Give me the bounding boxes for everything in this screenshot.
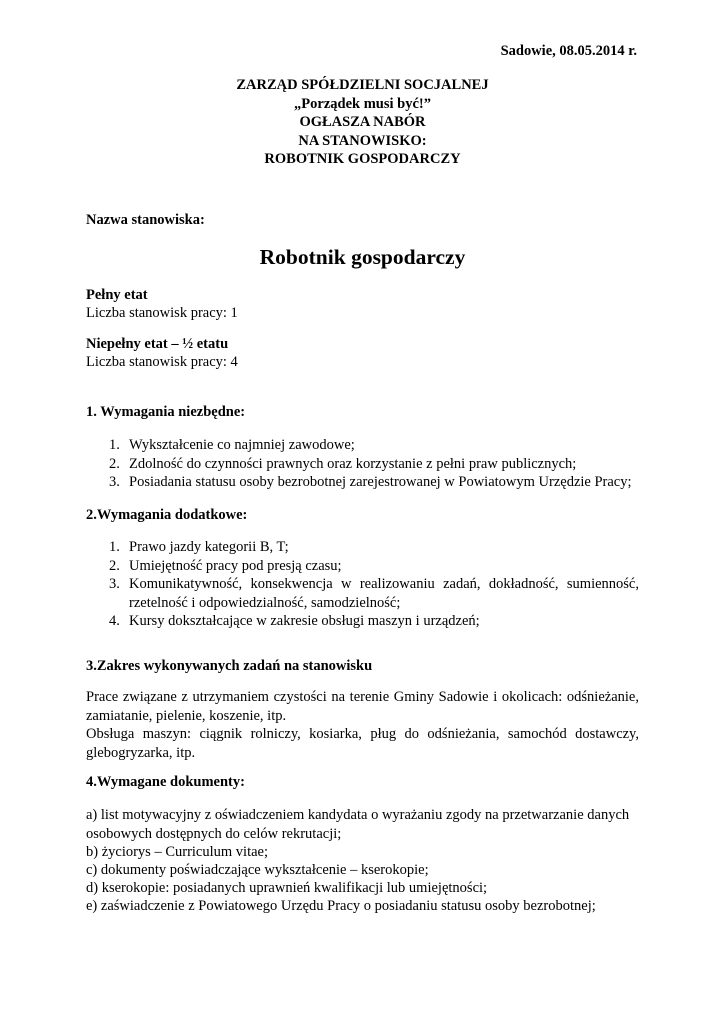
documents-item-c: c) dokumenty poświadczające wykształcenie – kserokopie; bbox=[86, 862, 429, 878]
list-item bbox=[109, 612, 639, 631]
documents-item-a: a) list motywacyjny z oświadczeniem kandydata o wyrażaniu zgody na przetwarzanie danych osobowych dostępnych do celów rekrutacji; bbox=[86, 807, 630, 842]
list-item-text: Komunikatywność, konsekwencja w realizowaniu zadań, dokładność, sumienność, rzetelność i odpowiedzialność, samodzielność; bbox=[129, 576, 639, 611]
header-line-position: ROBOTNIK GOSPODARCZY bbox=[264, 151, 461, 167]
list-item bbox=[109, 538, 639, 557]
documents-item-b: b) życiorys – Curriculum vitae; bbox=[86, 844, 269, 860]
header-line-announcement: OGŁASZA NABÓR bbox=[299, 114, 426, 130]
duties-paragraph-cleaning: Prace związane z utrzymaniem czystości na terenie Gminy Sadowie i okolicach: odśnieżanie, zamiatanie, pielenie, koszenie, itp. bbox=[86, 689, 639, 724]
section-duties-heading: 3.Zakres wykonywanych zadań na stanowisku bbox=[86, 658, 373, 674]
list-item-number: 3. bbox=[109, 576, 120, 592]
section-additional-heading: 2.Wymagania dodatkowe: bbox=[86, 507, 248, 523]
full-time-count: Liczba stanowisk pracy: 1 bbox=[86, 305, 238, 321]
part-time-count: Liczba stanowisk pracy: 4 bbox=[86, 354, 238, 370]
list-item bbox=[109, 455, 644, 474]
section-documents-heading: 4.Wymagane dokumenty: bbox=[86, 774, 245, 790]
list-item bbox=[109, 436, 644, 455]
list-item bbox=[109, 557, 639, 576]
list-item-text: Kursy dokształcające w zakresie obsługi maszyn i urządzeń; bbox=[129, 613, 480, 629]
header-line-organization: ZARZĄD SPÓŁDZIELNI SOCJALNEJ bbox=[236, 77, 489, 93]
list-item-number: 2. bbox=[109, 557, 120, 574]
list-item bbox=[109, 473, 644, 492]
list-item-number: 1. bbox=[109, 437, 120, 453]
part-time-heading: Niepełny etat – ½ etatu bbox=[86, 336, 229, 352]
document-header bbox=[0, 76, 725, 169]
list-item-number: 3. bbox=[109, 474, 120, 490]
section-required-heading: 1. Wymagania niezbędne: bbox=[86, 404, 246, 420]
list-item-text: Zdolność do czynności prawnych oraz korzystanie z pełni praw publicznych; bbox=[129, 455, 577, 472]
document-date: Sadowie, 08.05.2014 r. bbox=[500, 43, 637, 59]
documents-item-e: e) zaświadczenie z Powiatowego Urzędu Pracy o posiadaniu statusu osoby bezrobotnej; bbox=[86, 898, 596, 914]
additional-list bbox=[109, 538, 639, 631]
header-line-position-intro: NA STANOWISKO: bbox=[298, 132, 427, 149]
list-item-text: Posiadania statusu osoby bezrobotnej zarejestrowanej w Powiatowym Urzędzie Pracy; bbox=[129, 474, 632, 490]
documents-item-d: d) kserokopie: posiadanych uprawnień kwalifikacji lub umiejętności; bbox=[86, 880, 488, 896]
list-item-text: Wykształcenie co najmniej zawodowe; bbox=[129, 437, 355, 453]
list-item-text: Prawo jazdy kategorii B, T; bbox=[129, 539, 289, 555]
list-item bbox=[109, 575, 639, 612]
list-item-number: 1. bbox=[109, 539, 120, 555]
duties-paragraph-machines: Obsługa maszyn: ciągnik rolniczy, kosiarka, pług do odśnieżania, samochód dostawczy, glebogryzarka, itp. bbox=[86, 726, 639, 761]
full-time-heading: Pełny etat bbox=[86, 287, 148, 303]
required-list bbox=[109, 436, 644, 492]
list-item-text: Umiejętność pracy pod presją czasu; bbox=[129, 557, 342, 574]
header-line-name: „Porządek musi być!” bbox=[294, 95, 431, 112]
list-item-number: 4. bbox=[109, 613, 120, 629]
position-label: Nazwa stanowiska: bbox=[86, 212, 205, 228]
list-item-number: 2. bbox=[109, 455, 120, 472]
position-title: Robotnik gospodarczy bbox=[259, 245, 466, 269]
